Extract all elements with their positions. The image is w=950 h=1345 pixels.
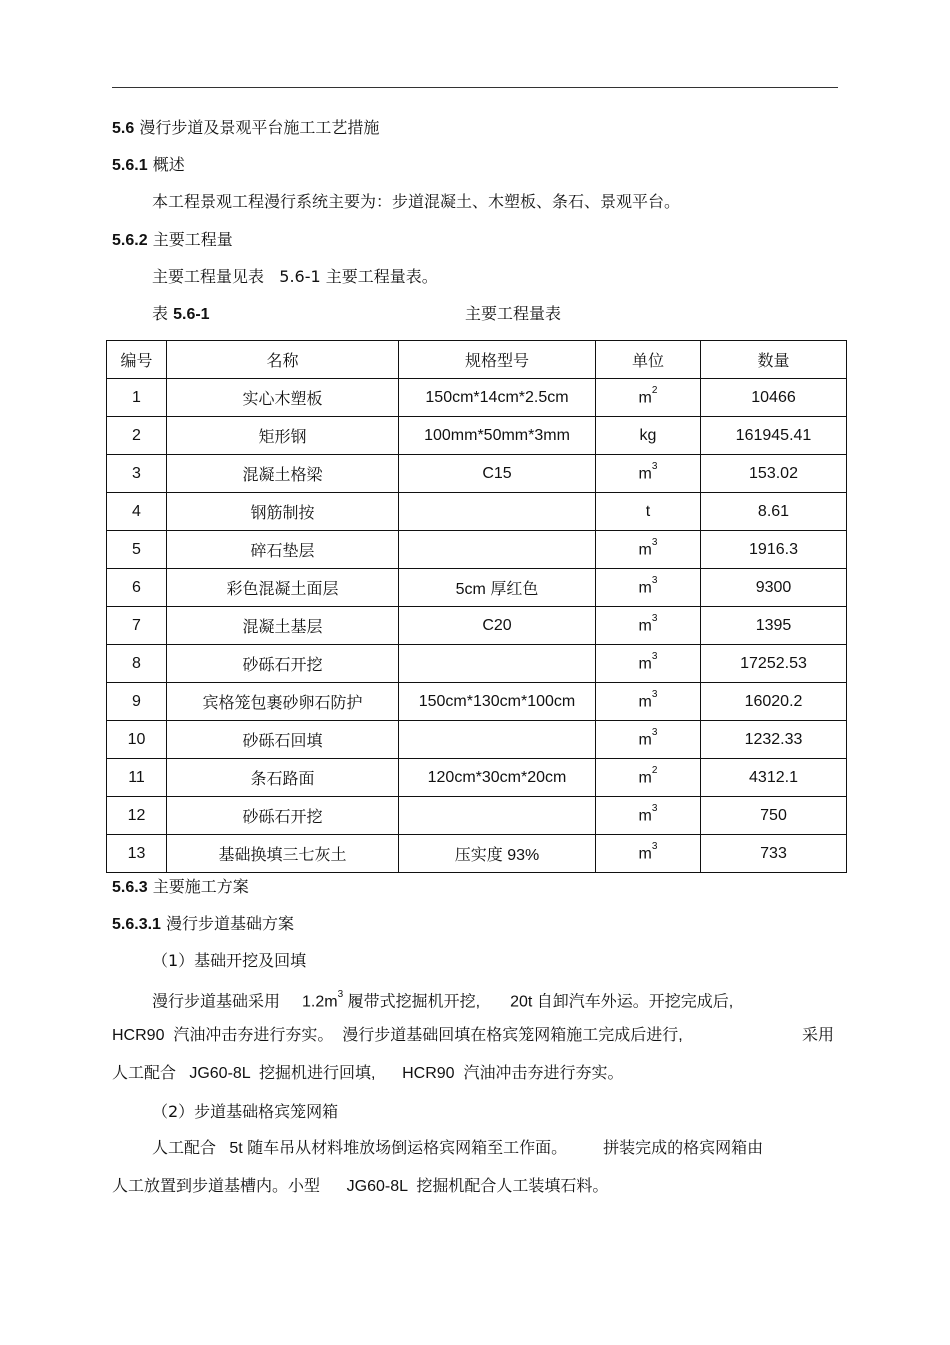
item-name-cell-text: 砂砾石开挖 bbox=[242, 809, 323, 826]
spec-cell bbox=[399, 607, 596, 645]
quantity-cell-text: 750 bbox=[760, 806, 787, 824]
quantities-table bbox=[106, 340, 847, 873]
item-name-cell bbox=[167, 379, 399, 417]
unit-exponent: 3 bbox=[651, 536, 658, 548]
header-cell: 规格型号 bbox=[399, 341, 596, 379]
table-row bbox=[107, 531, 847, 569]
table-row bbox=[107, 379, 847, 417]
item-name-cell bbox=[167, 417, 399, 455]
quantity-cell-text: 17252.53 bbox=[740, 654, 807, 672]
text-run: 人工配合 5t 随车吊从材料堆放场倒运格宾网箱至工作面。 bbox=[152, 1140, 568, 1157]
quantities-paragraph: 主要工程量见表 5.6-1 主要工程量表。 bbox=[152, 267, 438, 286]
unit-cell-text: m bbox=[638, 541, 652, 559]
spec-cell bbox=[399, 721, 596, 759]
step1-line1 bbox=[152, 988, 733, 1012]
item-name-cell bbox=[167, 721, 399, 759]
spec-cell-text: 150cm*130cm*100cm bbox=[418, 692, 576, 710]
step1-line2 bbox=[112, 1026, 834, 1046]
unit-cell-text: m bbox=[638, 655, 652, 673]
quantity-cell bbox=[701, 531, 847, 569]
unit-exponent: 3 bbox=[651, 650, 658, 662]
table-row bbox=[107, 759, 847, 797]
step2-line1 bbox=[152, 1139, 763, 1159]
item-name-cell-text: 基础换填三七灰土 bbox=[218, 847, 347, 864]
item-name-cell-text: 矩形钢 bbox=[258, 429, 307, 446]
subsection-number: 5.6.3 bbox=[112, 879, 148, 896]
row-number-cell bbox=[107, 835, 167, 873]
row-number-cell bbox=[107, 797, 167, 835]
item-name-cell-text: 实心木塑板 bbox=[242, 391, 323, 408]
item-name-cell bbox=[167, 835, 399, 873]
table-row bbox=[107, 455, 847, 493]
item-name-cell-text: 混凝土格梁 bbox=[242, 467, 323, 484]
spec-cell bbox=[399, 569, 596, 607]
unit-cell-text: kg bbox=[639, 426, 657, 444]
table-header-row bbox=[107, 341, 847, 379]
unit-exponent: 3 bbox=[651, 574, 658, 586]
unit-cell-text: m bbox=[638, 807, 652, 825]
overview-paragraph: 本工程景观工程漫行系统主要为：步道混凝土、木塑板、条石、景观平台。 bbox=[152, 192, 681, 211]
header-cell: 编号 bbox=[107, 341, 167, 379]
quantity-cell-text: 16020.2 bbox=[744, 692, 803, 710]
item-name-cell-text: 钢筋制按 bbox=[250, 505, 315, 522]
unit-cell bbox=[596, 493, 701, 531]
row-number-cell-text: 7 bbox=[132, 616, 141, 634]
spec-cell-text: 压实度 93% bbox=[454, 847, 540, 864]
item-name-cell-text: 条石路面 bbox=[250, 771, 315, 788]
spec-cell bbox=[399, 645, 596, 683]
header-cell: 单位 bbox=[596, 341, 701, 379]
spec-cell-text: 5cm 厚红色 bbox=[455, 581, 539, 598]
step2-line2: 人工放置到步道基槽内。小型 JG60-8L 挖掘机配合人工装填石料。 bbox=[112, 1178, 609, 1195]
superscript: 3 bbox=[337, 989, 344, 1000]
row-number-cell-text: 6 bbox=[132, 578, 141, 596]
table-row bbox=[107, 607, 847, 645]
row-number-cell bbox=[107, 531, 167, 569]
text-run: 拼装完成的格宾网箱由 bbox=[603, 1140, 764, 1157]
section-title: 漫行步道及景观平台施工工艺措施 bbox=[139, 118, 380, 137]
row-number-cell-text: 1 bbox=[132, 388, 141, 406]
subsection-heading-5631 bbox=[112, 914, 294, 935]
row-number-cell-text: 3 bbox=[132, 464, 141, 482]
header-cell: 数量 bbox=[701, 341, 847, 379]
item-name-cell-text: 砂砾石回填 bbox=[242, 733, 323, 750]
table-caption-num: 5.6-1 bbox=[173, 306, 210, 323]
quantity-cell-text: 161945.41 bbox=[735, 426, 812, 444]
spec-cell-text: 150cm*14cm*2.5cm bbox=[425, 388, 569, 406]
spec-cell bbox=[399, 531, 596, 569]
unit-cell bbox=[596, 645, 701, 683]
quantity-cell-text: 4312.1 bbox=[749, 768, 798, 786]
subsection-heading-561 bbox=[112, 155, 185, 176]
row-number-cell-text: 9 bbox=[132, 692, 141, 710]
unit-cell-text: m bbox=[638, 465, 652, 483]
row-number-cell-text: 12 bbox=[127, 806, 146, 824]
quantity-cell-text: 8.61 bbox=[757, 502, 790, 520]
quantity-cell bbox=[701, 835, 847, 873]
item-name-cell bbox=[167, 759, 399, 797]
table-caption-prefix: 表 bbox=[152, 304, 169, 323]
subsection-title: 概述 bbox=[152, 155, 185, 174]
unit-exponent: 3 bbox=[651, 688, 658, 700]
unit-cell-text: m bbox=[638, 769, 652, 787]
table-row bbox=[107, 683, 847, 721]
unit-exponent: 3 bbox=[651, 802, 658, 814]
unit-cell bbox=[596, 835, 701, 873]
table-row bbox=[107, 835, 847, 873]
row-number-cell bbox=[107, 379, 167, 417]
item-name-cell bbox=[167, 645, 399, 683]
item-name-cell bbox=[167, 797, 399, 835]
spec-cell bbox=[399, 759, 596, 797]
unit-cell-text: m bbox=[638, 389, 652, 407]
table-row bbox=[107, 417, 847, 455]
step2-heading: （2）步道基础格宾笼网箱 bbox=[152, 1102, 339, 1121]
unit-cell-text: m bbox=[638, 617, 652, 635]
table-row bbox=[107, 645, 847, 683]
row-number-cell bbox=[107, 607, 167, 645]
item-name-cell bbox=[167, 683, 399, 721]
subsection-title: 主要工程量 bbox=[152, 230, 233, 249]
item-name-cell-text: 宾格笼包裹砂卵石防护 bbox=[202, 695, 363, 712]
unit-exponent: 3 bbox=[651, 460, 658, 472]
subsection-number: 5.6.1 bbox=[112, 157, 148, 174]
spec-cell bbox=[399, 797, 596, 835]
step1-line3: 人工配合 JG60-8L 挖掘机进行回填, HCR90 汽油冲击夯进行夯实。 bbox=[112, 1065, 624, 1082]
unit-cell-text: t bbox=[645, 502, 651, 520]
row-number-cell bbox=[107, 569, 167, 607]
row-number-cell bbox=[107, 455, 167, 493]
quantity-cell bbox=[701, 683, 847, 721]
quantity-cell bbox=[701, 493, 847, 531]
subsection-title: 主要施工方案 bbox=[152, 877, 249, 896]
text-run: 1.2m bbox=[302, 993, 338, 1011]
row-number-cell bbox=[107, 683, 167, 721]
table-caption-title: 主要工程量表 bbox=[465, 304, 562, 323]
quantity-cell-text: 1232.33 bbox=[744, 730, 803, 748]
spec-cell bbox=[399, 493, 596, 531]
quantity-cell-text: 1916.3 bbox=[749, 540, 798, 558]
subsection-number: 5.6.3.1 bbox=[112, 916, 161, 933]
item-name-cell bbox=[167, 569, 399, 607]
spec-cell bbox=[399, 683, 596, 721]
row-number-cell-text: 11 bbox=[128, 768, 145, 786]
spec-cell bbox=[399, 379, 596, 417]
item-name-cell bbox=[167, 493, 399, 531]
unit-cell bbox=[596, 759, 701, 797]
text-run: 20t 自卸汽车外运。开挖完成后, bbox=[510, 993, 734, 1011]
unit-exponent: 2 bbox=[651, 384, 658, 396]
unit-cell bbox=[596, 417, 701, 455]
quantity-cell-text: 1395 bbox=[755, 616, 792, 634]
item-name-cell-text: 混凝土基层 bbox=[242, 619, 323, 636]
step1-heading: （1）基础开挖及回填 bbox=[152, 951, 307, 970]
row-number-cell-text: 5 bbox=[132, 540, 141, 558]
quantity-cell bbox=[701, 417, 847, 455]
unit-cell bbox=[596, 531, 701, 569]
unit-cell-text: m bbox=[638, 731, 652, 749]
table-row bbox=[107, 721, 847, 759]
unit-cell-text: m bbox=[638, 579, 652, 597]
row-number-cell bbox=[107, 493, 167, 531]
section-heading bbox=[112, 118, 379, 139]
unit-cell bbox=[596, 607, 701, 645]
row-number-cell-text: 10 bbox=[127, 730, 146, 748]
quantity-cell bbox=[701, 645, 847, 683]
unit-exponent: 2 bbox=[651, 764, 658, 776]
spec-cell-text: C15 bbox=[482, 464, 512, 482]
table-caption-number bbox=[152, 304, 210, 325]
quantity-cell bbox=[701, 455, 847, 493]
row-number-cell-text: 2 bbox=[132, 426, 141, 444]
unit-exponent: 3 bbox=[651, 612, 658, 624]
unit-cell bbox=[596, 379, 701, 417]
row-number-cell-text: 8 bbox=[132, 654, 141, 672]
row-number-cell-text: 4 bbox=[132, 502, 141, 520]
unit-cell bbox=[596, 683, 701, 721]
table-row bbox=[107, 493, 847, 531]
row-number-cell bbox=[107, 759, 167, 797]
item-name-cell-text: 砂砾石开挖 bbox=[242, 657, 323, 674]
unit-exponent: 3 bbox=[651, 726, 658, 738]
unit-exponent: 3 bbox=[651, 840, 658, 852]
unit-cell bbox=[596, 569, 701, 607]
quantity-cell bbox=[701, 721, 847, 759]
item-name-cell bbox=[167, 531, 399, 569]
subsection-heading-563 bbox=[112, 877, 249, 898]
text-run: 履带式挖掘机开挖, bbox=[343, 993, 481, 1011]
row-number-cell bbox=[107, 721, 167, 759]
table-row bbox=[107, 797, 847, 835]
quantity-cell bbox=[701, 607, 847, 645]
spec-cell bbox=[399, 455, 596, 493]
header-cell: 名称 bbox=[167, 341, 399, 379]
unit-cell-text: m bbox=[638, 693, 652, 711]
item-name-cell-text: 彩色混凝土面层 bbox=[226, 581, 339, 598]
spec-cell-text: 100mm*50mm*3mm bbox=[424, 426, 570, 444]
quantity-cell-text: 733 bbox=[760, 844, 787, 862]
header-rule bbox=[112, 87, 838, 88]
subsection-title: 漫行步道基础方案 bbox=[166, 914, 295, 933]
spec-cell-text: 120cm*30cm*20cm bbox=[427, 768, 567, 786]
quantity-cell-text: 9300 bbox=[755, 578, 792, 596]
row-number-cell-text: 13 bbox=[127, 844, 146, 862]
row-number-cell bbox=[107, 417, 167, 455]
unit-cell bbox=[596, 721, 701, 759]
unit-cell bbox=[596, 455, 701, 493]
row-number-cell bbox=[107, 645, 167, 683]
quantity-cell-text: 10466 bbox=[751, 388, 796, 406]
text-run: 采用 bbox=[801, 1027, 834, 1044]
quantity-cell bbox=[701, 759, 847, 797]
quantity-cell bbox=[701, 797, 847, 835]
quantity-cell-text: 153.02 bbox=[749, 464, 798, 482]
table-row bbox=[107, 569, 847, 607]
text-run: HCR90 汽油冲击夯进行夯实。 漫行步道基础回填在格宾笼网箱施工完成后进行, bbox=[112, 1027, 683, 1044]
unit-cell-text: m bbox=[638, 845, 652, 863]
section-number: 5.6 bbox=[112, 120, 135, 137]
subsection-number: 5.6.2 bbox=[112, 232, 148, 249]
subsection-heading-562 bbox=[112, 230, 233, 251]
unit-cell bbox=[596, 797, 701, 835]
item-name-cell bbox=[167, 607, 399, 645]
quantity-cell bbox=[701, 569, 847, 607]
spec-cell-text: C20 bbox=[482, 616, 512, 634]
text-run: 漫行步道基础采用 bbox=[152, 993, 281, 1011]
item-name-cell-text: 碎石垫层 bbox=[250, 543, 315, 560]
item-name-cell bbox=[167, 455, 399, 493]
quantity-cell bbox=[701, 379, 847, 417]
spec-cell bbox=[399, 835, 596, 873]
spec-cell bbox=[399, 417, 596, 455]
